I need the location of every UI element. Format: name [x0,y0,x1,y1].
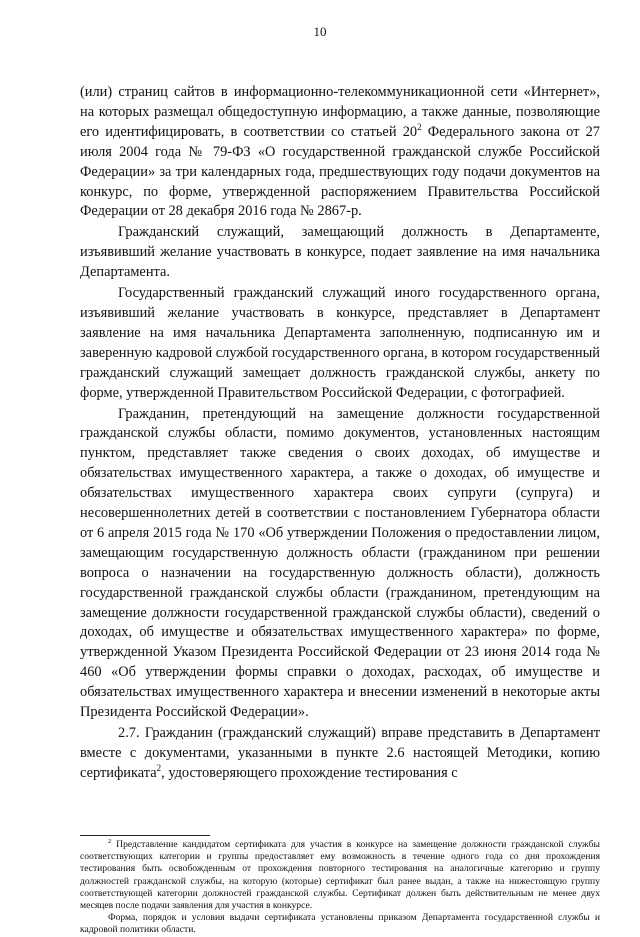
paragraph-1-text: (или) страниц сайтов в информационно-телекоммуникационной сети «Интернет», на которых размещал общедоступную информацию, а также данные, позволяющие его идентифицировать, в соответствии со статьей 20 [80,84,600,140]
footnote-1 [80,839,600,912]
paragraph-5 [80,724,600,784]
footnote-1-text: Представление кандидатом сертификата для участия в конкурсе на замещение должности гражданской службы соответствующих категории и группы предоставляет ему возможность в течение одного года со дня прохождения тестирования быть освобожденным от прохождения повторного тестирования на аналогичные категорию и группу должностей гражданской службы, на которую (которые) сертификат был ранее выдан, а также на нижестоящую группу соответствующей категории должностей гражданской службы. Сертификат должен быть действительным не менее двух месяцев после подачи заявления для участия в конкурсе. [80,839,600,912]
footnote-2: Форма, порядок и условия выдачи сертификата установлены приказом Департамента государственной службы и кадровой политики области. [80,912,600,936]
paragraph-3: Государственный гражданский служащий иного государственного органа, изъявивший желание участвовать в конкурсе, представляет в Департамент заявление на имя начальника Департамента заполненную, подписанную им и заверенную кадровой службой государственного органа, в котором государственный гражданский служащий замещает должность гражданской службы, анкету по форме, утвержденной Правительством Российской Федерации, с фотографией. [80,285,600,401]
footnote-1-marker: 2 [108,837,112,845]
paragraph-5-text: 2.7. Гражданин (гражданский служащий) вправе представить в Департамент вместе с документами, указанными в пункте 2.6 настоящей Методики, копию сертификата [80,725,600,781]
paragraph-5-tail: , удостоверяющего прохождение тестирования с [161,764,458,781]
paragraph-1-tail: Федерального закона от 27 июля 2004 года № 79-ФЗ «О государственной гражданской службе Российской Федерации» за три календарных года, предшествующих году подачи документов на конкурс, по форме, утвержденной распоряжением Правительства Российской Федерации от 28 декабря 2016 года № 2867-р. [80,123,601,220]
footnotes [80,839,600,937]
footnote-separator [80,835,210,836]
footnote-ref-2: 2 [156,763,162,774]
paragraph-4: Гражданин, претендующий на замещение должности государственной гражданской службы области, помимо документов, установленных настоящим пунктом, представляет также сведения о своих доходах, об имуществе и обязательствах имущественного характера, а также о доходах, об имуществе и обязательствах имущественного характера своих супруги (супруга) и несовершеннолетних детей в соответствии с постановлением Губернатора области от 6 апреля 2015 года № 170 «Об утверждении Положения о предоставлении лицом, замещающим государственную должность области (гражданином при решении вопроса о назначении на государственную должность области), должность государственной гражданской службы области (гражданином, претендующим на замещение должности государственной гражданской службы области), сведений о доходах, об имуществе и обязательствах имущественного характера» по форме, утвержденной Указом Президента Российской Федерации от 23 июня 2014 года № 460 «Об утверждении формы справки о доходах, расходах, об имуществе и обязательствах имущественного характера и внесении изменений в некоторые акты Президента Российской Федерации». [80,405,600,721]
footnote-ref-1: 2 [417,122,422,133]
paragraph-2: Гражданский служащий, замещающий должность в Департаменте, изъявивший желание участвовать в конкурсе, подает заявление на имя начальника Департамента. [80,224,600,281]
body-text [80,83,600,784]
paragraph-1 [80,83,600,222]
page-number: 10 [313,24,327,39]
